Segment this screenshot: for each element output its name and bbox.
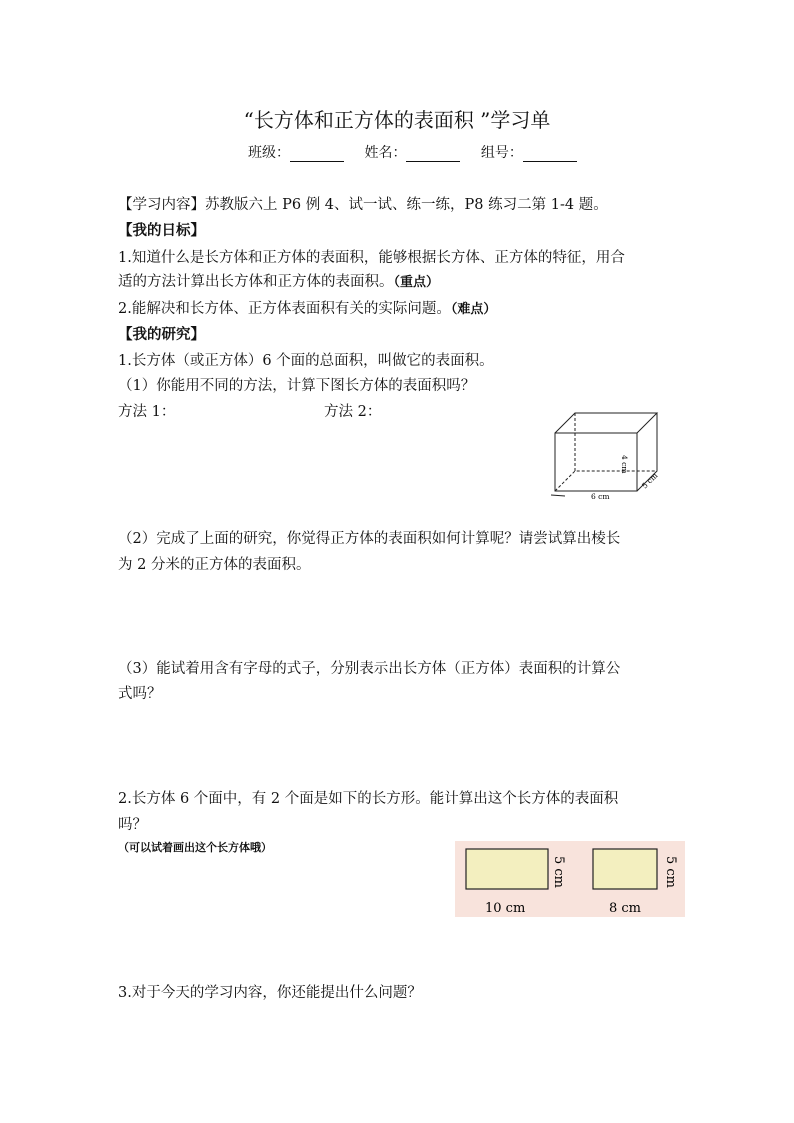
- goals-heading: 【我的日标】: [118, 222, 205, 239]
- cuboid-tick-mark: [551, 495, 565, 496]
- rectangles-figure: [455, 841, 685, 917]
- question-1-2-line-1: （2）完成了上面的研究，你觉得正方体的表面积如何计算呢？请尝试算出棱长: [118, 531, 621, 547]
- question-1-2-line-2: 为 2 分米的正方体的表面积。: [118, 557, 311, 573]
- cuboid-figure: [545, 405, 675, 500]
- group-label: 组号：: [480, 145, 523, 161]
- method-1-label: 方法 1：: [118, 404, 176, 420]
- goal-1-line-2: [118, 270, 439, 291]
- method-2-label: 方法 2：: [324, 404, 382, 420]
- cuboid-hidden-edges-bottom: [555, 470, 660, 491]
- content-text: 苏教版六上 P6 例 4、试一试、练一练，P8 练习二第 1-4 题。: [205, 197, 608, 213]
- goal-1-line-1: 1.知道什么是长方体和正方体的表面积，能够根据长方体、正方体的特征，用合: [118, 250, 625, 266]
- question-1: 1.长方体（或正方体）6 个面的总面积，叫做它的表面积。: [118, 353, 494, 369]
- goal-2-tag: （难点）: [450, 302, 497, 317]
- goal-2: [118, 297, 496, 318]
- page-title: “长方体和正方体的表面积 ”学习单: [243, 108, 551, 132]
- goal-1-text: 适的方法计算出长方体和正方体的表面积。: [118, 274, 394, 290]
- group-blank[interactable]: [523, 147, 577, 162]
- class-label: 班级：: [248, 145, 290, 161]
- rectangle-1-width-label: 10 cm: [485, 901, 526, 916]
- rectangle-2-height-label: 5 cm: [663, 856, 678, 889]
- rectangle-2-width-label: 8 cm: [609, 901, 642, 916]
- student-info-row: [248, 142, 593, 162]
- question-2-hint: （可以试着画出这个长方体哦）: [118, 841, 272, 854]
- question-1-3-line-2: 式吗？: [118, 686, 162, 702]
- goal-1-tag: （重点）: [393, 275, 440, 290]
- name-label: 姓名：: [364, 145, 407, 161]
- rectangle-2: [593, 849, 657, 889]
- class-blank[interactable]: [290, 147, 344, 162]
- cuboid-length-label: 6 cm: [591, 492, 610, 500]
- name-blank[interactable]: [406, 147, 460, 162]
- content-line: [118, 193, 608, 214]
- question-2-line-1: 2.长方体 6 个面中，有 2 个面是如下的长方形。能计算出这个长方体的表面积: [118, 791, 619, 807]
- question-3: 3.对于今天的学习内容，你还能提出什么问题？: [118, 985, 422, 1001]
- cuboid-width-label: 5 cm: [640, 470, 660, 491]
- research-heading: 【我的研究】: [118, 326, 205, 343]
- cuboid-height-label: 4 cm: [620, 455, 629, 474]
- question-1-1: （1）你能用不同的方法，计算下图长方体的表面积吗？: [118, 378, 476, 394]
- cuboid-top-face: [555, 413, 657, 433]
- question-2-line-2: 吗？: [118, 817, 147, 833]
- content-heading: 【学习内容】: [118, 197, 205, 213]
- rectangle-1: [466, 849, 548, 889]
- goal-2-text: 2.能解决和长方体、正方体表面积有关的实际问题。: [118, 301, 451, 317]
- rectangle-1-height-label: 5 cm: [551, 856, 566, 889]
- question-1-3-line-1: （3）能试着用含有字母的式子，分别表示出长方体（正方体）表面积的计算公: [118, 661, 621, 677]
